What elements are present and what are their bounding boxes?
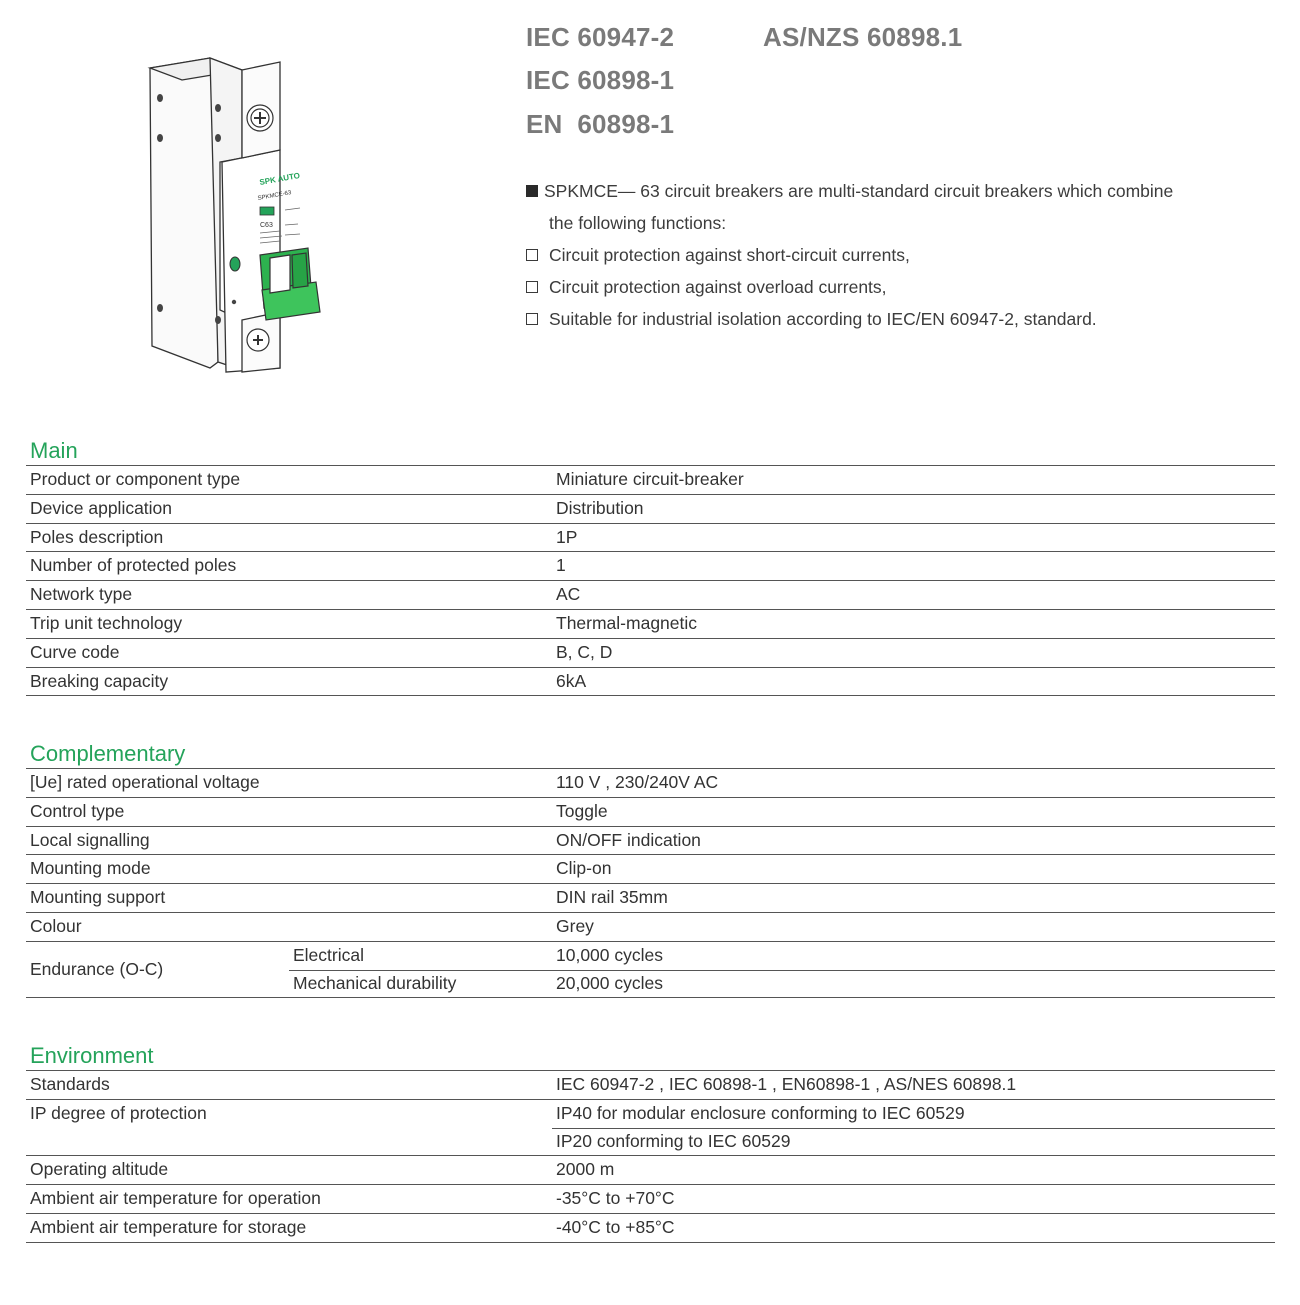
spec-value: Toggle — [556, 800, 608, 821]
spec-value: 1 — [556, 555, 566, 576]
spec-key: Product or component type — [30, 469, 241, 489]
section-title-environment: Environment — [26, 1042, 1275, 1071]
model-label: SPKMCE-63 — [257, 190, 292, 202]
table-row — [26, 524, 1275, 553]
table-row — [26, 884, 1275, 913]
spec-value: IEC 60947-2 , IEC 60898-1 , EN60898-1 , AS/NES 60898.1 — [556, 1074, 1017, 1094]
spec-value: 6kA — [556, 670, 587, 691]
table-row — [26, 1214, 1275, 1243]
spec-key: Breaking capacity — [30, 670, 169, 691]
spec-value: 1P — [556, 526, 578, 547]
environment-section — [26, 1042, 1275, 1243]
standard-en-60898-1: EN 60898-1 — [526, 109, 675, 139]
spec-value: ON/OFF indication — [556, 829, 701, 850]
endurance-subrow — [289, 970, 1275, 998]
spec-key: Operating altitude — [30, 1159, 169, 1180]
complementary-section — [26, 740, 1275, 998]
section-title-complementary: Complementary — [26, 740, 1275, 769]
open-square-bullet-icon — [526, 249, 538, 261]
standard-as-nzs-60898-1: AS/NZS 60898.1 — [763, 22, 963, 52]
table-row — [26, 1156, 1275, 1185]
table-row — [26, 827, 1275, 856]
standard-iec-60947-2: IEC 60947-2 — [526, 22, 675, 52]
ip-protection-row — [26, 1100, 1275, 1157]
spec-value: B, C, D — [556, 641, 613, 662]
function-item: Suitable for industrial isolation according to IEC/EN 60947-2, standard. — [549, 309, 1097, 329]
spec-key: Mounting support — [30, 887, 166, 908]
table-row — [26, 769, 1275, 798]
table-row — [26, 581, 1275, 610]
intro-line-1: SPKMCE— 63 circuit breakers are multi-standard circuit breakers which combine — [544, 181, 1174, 201]
spec-key: Number of protected poles — [30, 555, 237, 576]
table-row — [26, 668, 1275, 697]
spec-value: AC — [556, 584, 581, 605]
spec-value: 2000 m — [556, 1159, 615, 1180]
spec-value: Thermal-magnetic — [556, 612, 698, 633]
table-row — [26, 495, 1275, 524]
open-square-bullet-icon — [526, 281, 538, 293]
table-row — [26, 610, 1275, 639]
table-row — [26, 466, 1275, 495]
spec-key: Standards — [30, 1074, 110, 1094]
spec-value: 110 V , 230/240V AC — [556, 772, 719, 792]
table-row — [26, 552, 1275, 581]
filled-square-bullet-icon — [526, 185, 538, 197]
spec-subkey: Electrical — [293, 944, 364, 965]
divider — [552, 1128, 1275, 1129]
table-row — [26, 1185, 1275, 1214]
spec-key: Endurance (O-C) — [30, 958, 164, 979]
spec-value: 10,000 cycles — [556, 944, 664, 965]
spec-key: Mounting mode — [30, 858, 151, 879]
spec-key: Network type — [30, 584, 133, 605]
table-row — [26, 855, 1275, 884]
spec-value: IP20 conforming to IEC 60529 — [556, 1130, 791, 1151]
main-section — [26, 437, 1275, 696]
endurance-subrow — [289, 942, 1275, 971]
spec-subkey: Mechanical durability — [293, 972, 457, 993]
open-square-bullet-icon — [526, 313, 538, 325]
spec-key: IP degree of protection — [30, 1102, 207, 1123]
endurance-row — [26, 942, 1275, 999]
spec-key: Ambient air temperature for operation — [30, 1188, 321, 1209]
spec-key: Local signalling — [30, 829, 150, 850]
spec-key: Trip unit technology — [30, 612, 183, 633]
standard-iec-60898-1: IEC 60898-1 — [526, 65, 675, 95]
spec-value: Distribution — [556, 497, 644, 518]
spec-value: Clip-on — [556, 858, 612, 879]
spec-value: DIN rail 35mm — [556, 887, 668, 908]
spec-key: Poles description — [30, 526, 164, 547]
spec-value: 20,000 cycles — [556, 972, 664, 993]
spec-value: Grey — [556, 915, 594, 936]
spec-value: Miniature circuit-breaker — [556, 469, 744, 489]
spec-key: Colour — [30, 915, 82, 936]
table-row — [26, 639, 1275, 668]
brand-label: SPK AUTO — [258, 171, 301, 187]
product-description — [526, 175, 1266, 335]
spec-value: -40°C to +85°C — [556, 1216, 675, 1237]
spec-key: Curve code — [30, 641, 120, 662]
function-item: Circuit protection against overload currents, — [549, 277, 887, 297]
spec-value: -35°C to +70°C — [556, 1188, 675, 1209]
table-row — [26, 913, 1275, 942]
spec-key: Control type — [30, 800, 125, 821]
table-row — [26, 798, 1275, 827]
intro-line-2: the following functions: — [549, 213, 727, 233]
function-item: Circuit protection against short-circuit currents, — [549, 245, 910, 265]
spec-value: IP40 for modular enclosure conforming to IEC 60529 — [556, 1102, 965, 1123]
spec-key: Device application — [30, 497, 173, 518]
circuit-breaker-image — [130, 50, 330, 380]
rating-label: C63 — [260, 222, 273, 229]
spec-key: [Ue] rated operational voltage — [30, 772, 260, 792]
spec-key: Ambient air temperature for storage — [30, 1216, 307, 1237]
section-title-main: Main — [26, 437, 1275, 466]
table-row — [26, 1071, 1275, 1100]
